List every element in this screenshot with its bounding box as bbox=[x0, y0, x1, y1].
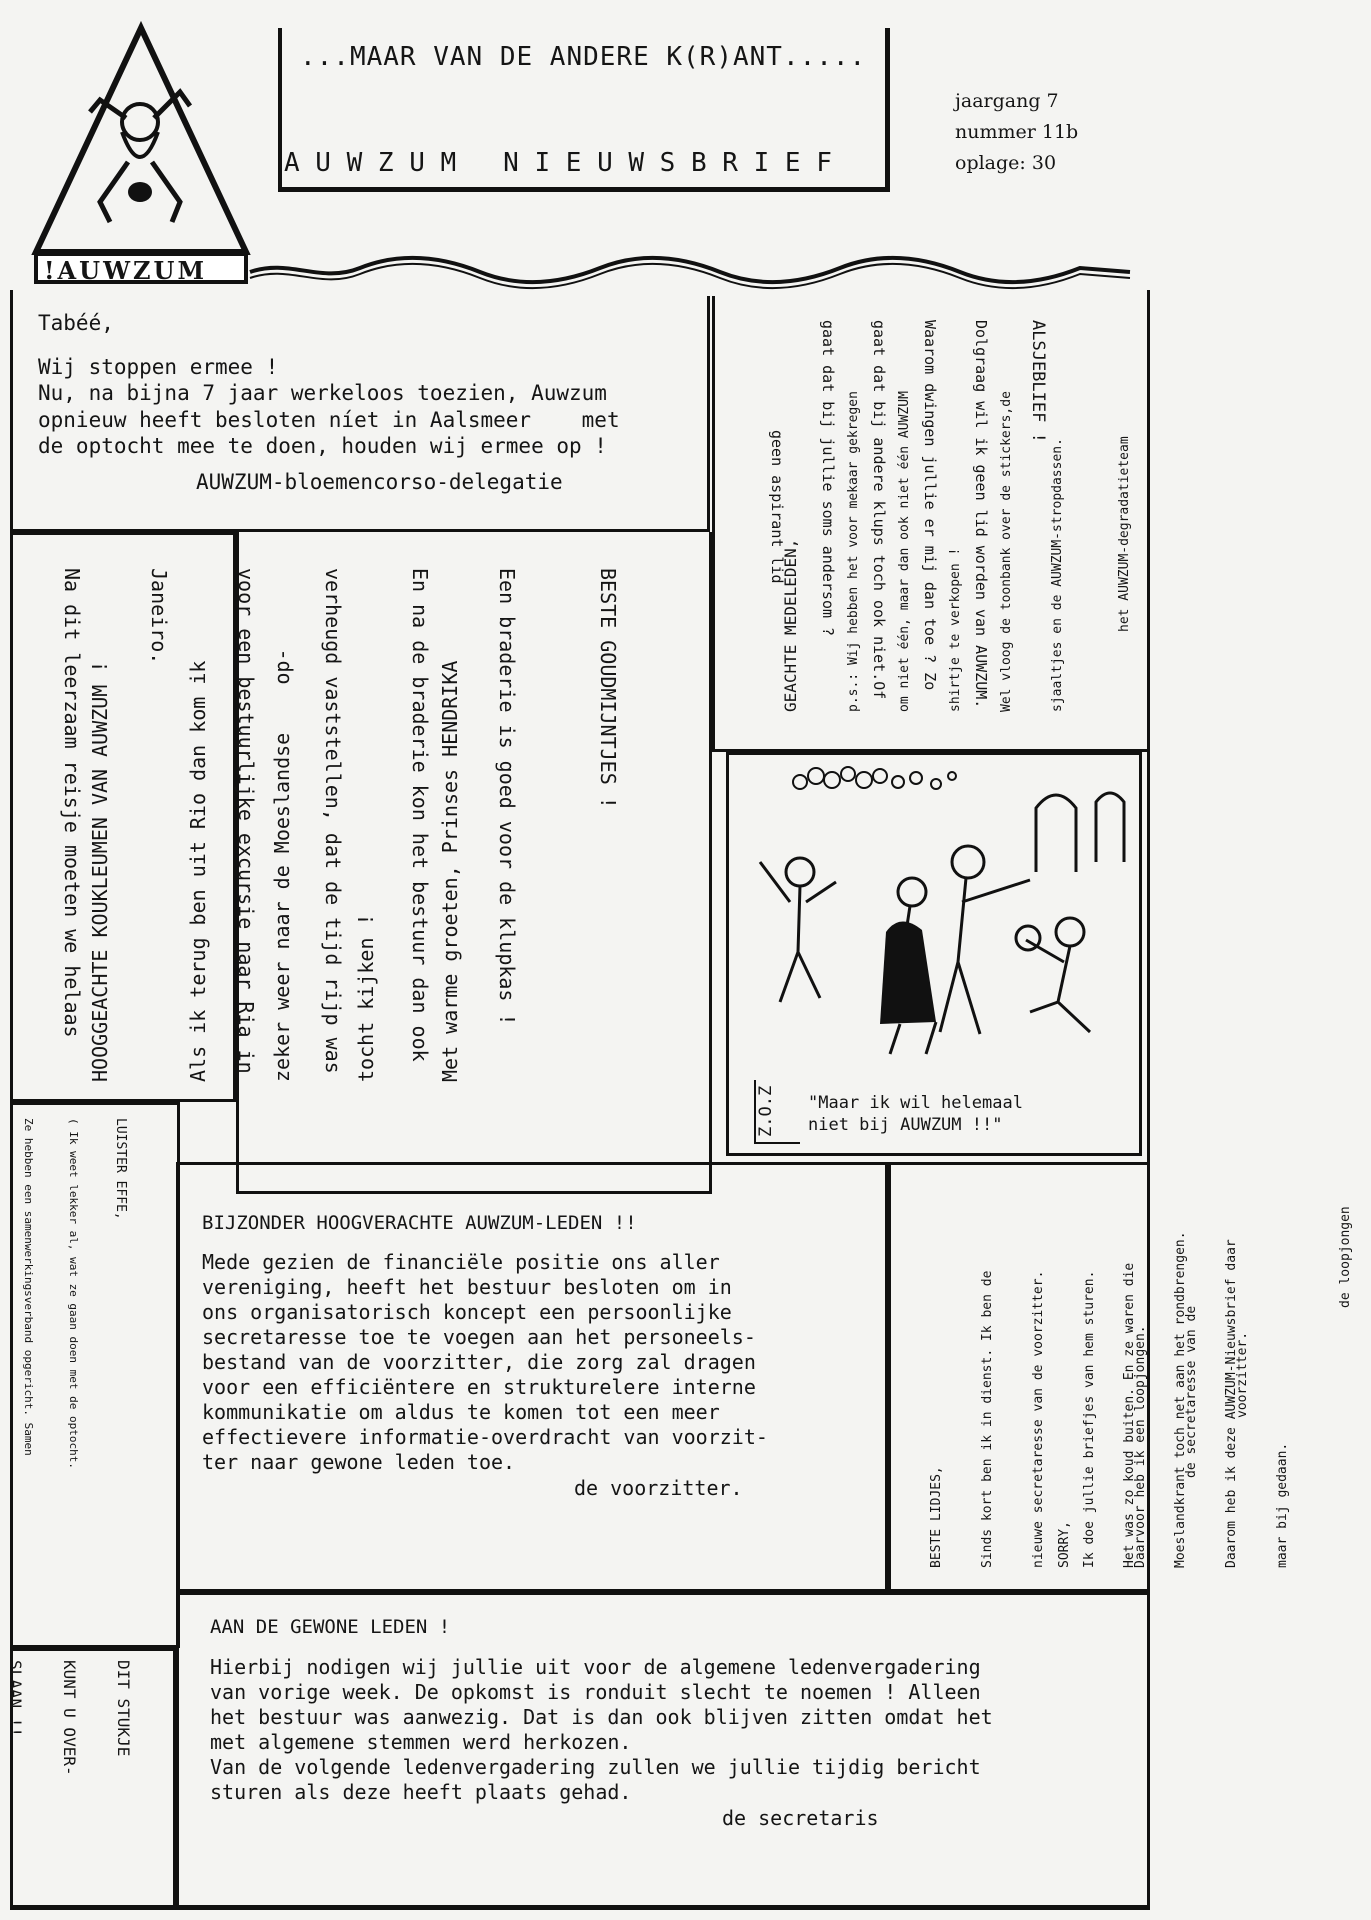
cartoon-corner-label: Z.O.Z bbox=[754, 1080, 800, 1144]
header-meta bbox=[955, 86, 1078, 179]
goudmijntjes-line: Na dit leerzaam reisje moeten we helaas bbox=[60, 568, 84, 1038]
koukleumen-heading: HOOGGEACHTE KOUKLEUMEN VAN AUWZUM ! bbox=[88, 660, 112, 1082]
hoogverachte-section bbox=[202, 1210, 768, 1501]
lidjes-line: Sinds kort ben ik in dienst. Ik ben de bbox=[980, 1270, 995, 1568]
sorry-section bbox=[1022, 1206, 1371, 1568]
gewone-leden-signature: de secretaris bbox=[722, 1806, 879, 1830]
koukleumen-line: zeker weer naar de Moeslandse op- bbox=[270, 648, 294, 1082]
cartoon-caption bbox=[808, 1092, 1023, 1136]
header-title: A U W Z U M N I E U W S B R I E F bbox=[284, 148, 832, 178]
hoogverachte-line: ter naar gewone leden toe. bbox=[202, 1450, 516, 1474]
stukje-line: DIT STUKJE bbox=[114, 1660, 133, 1757]
tabee-signature: AUWZUM-bloemencorso-delegatie bbox=[196, 470, 563, 494]
luister-line: Ze hebben een samenwerkingsverband opgericht. Samen bbox=[22, 1118, 35, 1456]
hoogverachte-line: secretaresse toe te voegen aan het personeels- bbox=[202, 1325, 756, 1349]
hoogverachte-line: Mede gezien de financiële positie ons aller bbox=[202, 1250, 720, 1274]
nummer-label: nummer 11b bbox=[955, 121, 1079, 143]
koukleumen-line: Met warme groeten, Prinses HENDRIKA bbox=[438, 660, 462, 1082]
tabee-section bbox=[38, 310, 620, 495]
cartoon-caption-line: niet bij AUWZUM !!" bbox=[808, 1115, 1003, 1135]
sorry-line: Moeslandkrant toch net aan het rondbrengen. bbox=[1173, 1231, 1188, 1568]
hoogverachte-heading: BIJZONDER HOOGVERACHTE AUWZUM-LEDEN !! bbox=[202, 1212, 637, 1234]
cartoon-illustration bbox=[740, 762, 1132, 1062]
lidjes-line: Daarvoor heb ik een loopjongen. bbox=[1133, 1325, 1148, 1568]
stukje-section bbox=[0, 1660, 168, 1776]
goudmijntjes-section bbox=[0, 568, 680, 1086]
hoogverachte-line: bestand van de voorzitter, die zorg zal dragen bbox=[202, 1350, 756, 1374]
lidjes-signature: de secretaresse van de bbox=[1184, 1305, 1199, 1478]
tabee-line: de optocht mee te doen, houden wij ermee op ! bbox=[38, 433, 607, 458]
alsjeblief-line: gaat dat bij andere klups toch ook niet.Of bbox=[870, 320, 888, 700]
alsjeblief-signature: geen aspirant lid bbox=[768, 430, 786, 584]
tabee-line: Wij stoppen ermee ! bbox=[38, 355, 279, 379]
alsjeblief-line: Waarom dwingen jullie er mij dan toe ? Zo bbox=[921, 320, 939, 691]
hoogverachte-line: vereniging, heeft het bestuur besloten om in bbox=[202, 1275, 732, 1299]
goudmijntjes-line: Een braderie is goed voor de klupkas ! bbox=[495, 568, 519, 1026]
gewone-leden-line: Van de volgende ledenvergadering zullen we jullie tijdig bericht bbox=[210, 1755, 981, 1779]
koukleumen-line: Als ik terug ben uit Rio dan kom ik bbox=[186, 660, 210, 1082]
luister-line: ( Ik weet lekker al, wat ze gaan doen met de optocht. bbox=[67, 1118, 80, 1469]
lidjes-line: nieuwe secretaresse van de voorzitter. bbox=[1031, 1270, 1046, 1568]
sorry-line: Daarom heb ik deze AUWZUM-Nieuwsbrief daar bbox=[1224, 1239, 1239, 1568]
gewone-leden-line: met algemene stemmen werd herkozen. bbox=[210, 1730, 632, 1754]
gewone-leden-line: het bestuur was aanwezig. Dat is dan ook blijven zitten omdat het bbox=[210, 1705, 993, 1729]
hoogverachte-line: kommunikatie om aldus te komen tot een meer bbox=[202, 1400, 720, 1424]
goudmijntjes-line: Janeiro. bbox=[147, 568, 171, 665]
hoogverachte-line: voor een efficiëntere en strukturelere interne bbox=[202, 1375, 756, 1399]
medeleden-line: p.s.: Wij hebben het voor mekaar gekregen bbox=[846, 391, 861, 712]
stukje-line: SLAAN !! bbox=[6, 1660, 25, 1738]
sorry-line: maar bij gedaan. bbox=[1275, 1442, 1290, 1568]
alsjeblief-line: gaat dat bij jullie soms andersom ? bbox=[819, 320, 837, 637]
lidjes-line: Ik doe jullie briefjes van hem sturen. bbox=[1082, 1270, 1097, 1568]
koukleumen-line: tocht kijken ! bbox=[354, 913, 378, 1082]
tabee-line: opnieuw heeft besloten níet in Aalsmeer met bbox=[38, 407, 620, 432]
luister-section bbox=[0, 1118, 158, 1469]
gewone-leden-line: sturen als deze heeft plaats gehad. bbox=[210, 1780, 632, 1804]
medeleden-line: Wel vloog de toonbank over de stickers,de bbox=[999, 391, 1014, 712]
gewone-leden-section bbox=[210, 1614, 993, 1832]
medeleden-line: shirtje te verkopen ! bbox=[948, 547, 963, 712]
goudmijntjes-line: voor een bestuurlijke excursie naar Ria in bbox=[234, 568, 258, 1074]
gewone-leden-line: van vorige week. De opkomst is ronduit slecht te noemen ! Alleen bbox=[210, 1680, 981, 1704]
alsjeblief-line: Dolgraag wil ik geen lid worden van AUWZUM. bbox=[972, 320, 990, 709]
medeleden-signature: het AUWZUM-degradatieteam bbox=[1117, 436, 1132, 632]
logo-wordmark: !AUWZUM bbox=[44, 256, 208, 285]
lidjes-signature: voorzitter. bbox=[1235, 1331, 1250, 1418]
header-tagline: ...MAAR VAN DE ANDERE K(R)ANT..... bbox=[300, 42, 867, 72]
tabee-line: Nu, na bijna 7 jaar werkeloos toezien, Auwzum bbox=[38, 381, 607, 406]
logo bbox=[30, 22, 252, 284]
sorry-signature: de loopjongen bbox=[1338, 1206, 1353, 1308]
alsjeblief-heading: ALSJEBLIEF ! bbox=[1028, 320, 1048, 443]
luister-heading: LUISTER EFFE, bbox=[113, 1118, 128, 1220]
jaargang-label: jaargang 7 bbox=[955, 90, 1059, 112]
goudmijntjes-line: En na de braderie kon het bestuur dan ook bbox=[408, 568, 432, 1062]
sorry-line: Het was zo koud buiten. En ze waren die bbox=[1122, 1262, 1137, 1568]
medeleden-section bbox=[748, 391, 1150, 712]
medeleden-line: sjaaltjes en de AUWZUM-stropdassen. bbox=[1050, 438, 1065, 712]
oplage-label: oplage: 30 bbox=[955, 152, 1057, 174]
stukje-line: KUNT U OVER- bbox=[60, 1660, 79, 1776]
gewone-leden-line: Hierbij nodigen wij jullie uit voor de algemene ledenvergadering bbox=[210, 1655, 981, 1679]
lidjes-heading: BESTE LIDJES, bbox=[929, 1466, 944, 1568]
wavy-separator bbox=[250, 250, 1130, 290]
logo-triangle-icon bbox=[30, 22, 252, 284]
cartoon-caption-line: "Maar ik wil helemaal bbox=[808, 1093, 1023, 1113]
tabee-greeting: Tabéé, bbox=[38, 311, 114, 335]
medeleden-heading: GEACHTE MEDELEDEN, bbox=[781, 538, 800, 712]
sorry-heading: SORRY, bbox=[1057, 1521, 1072, 1568]
medeleden-line: om niet één, maar dan ook niet één AUWZUM bbox=[897, 391, 912, 712]
hoogverachte-line: effectievere informatie-overdracht van voorzit- bbox=[202, 1425, 768, 1449]
hoogverachte-line: ons organisatorisch koncept een persoonlijke bbox=[202, 1300, 732, 1324]
gewone-leden-heading: AAN DE GEWONE LEDEN ! bbox=[210, 1616, 451, 1638]
goudmijntjes-heading: BESTE GOUDMIJNTJES ! bbox=[596, 568, 620, 809]
hoogverachte-signature: de voorzitter. bbox=[574, 1476, 743, 1500]
goudmijntjes-line: verheugd vaststellen, dat de tijd rijp was bbox=[321, 568, 345, 1074]
